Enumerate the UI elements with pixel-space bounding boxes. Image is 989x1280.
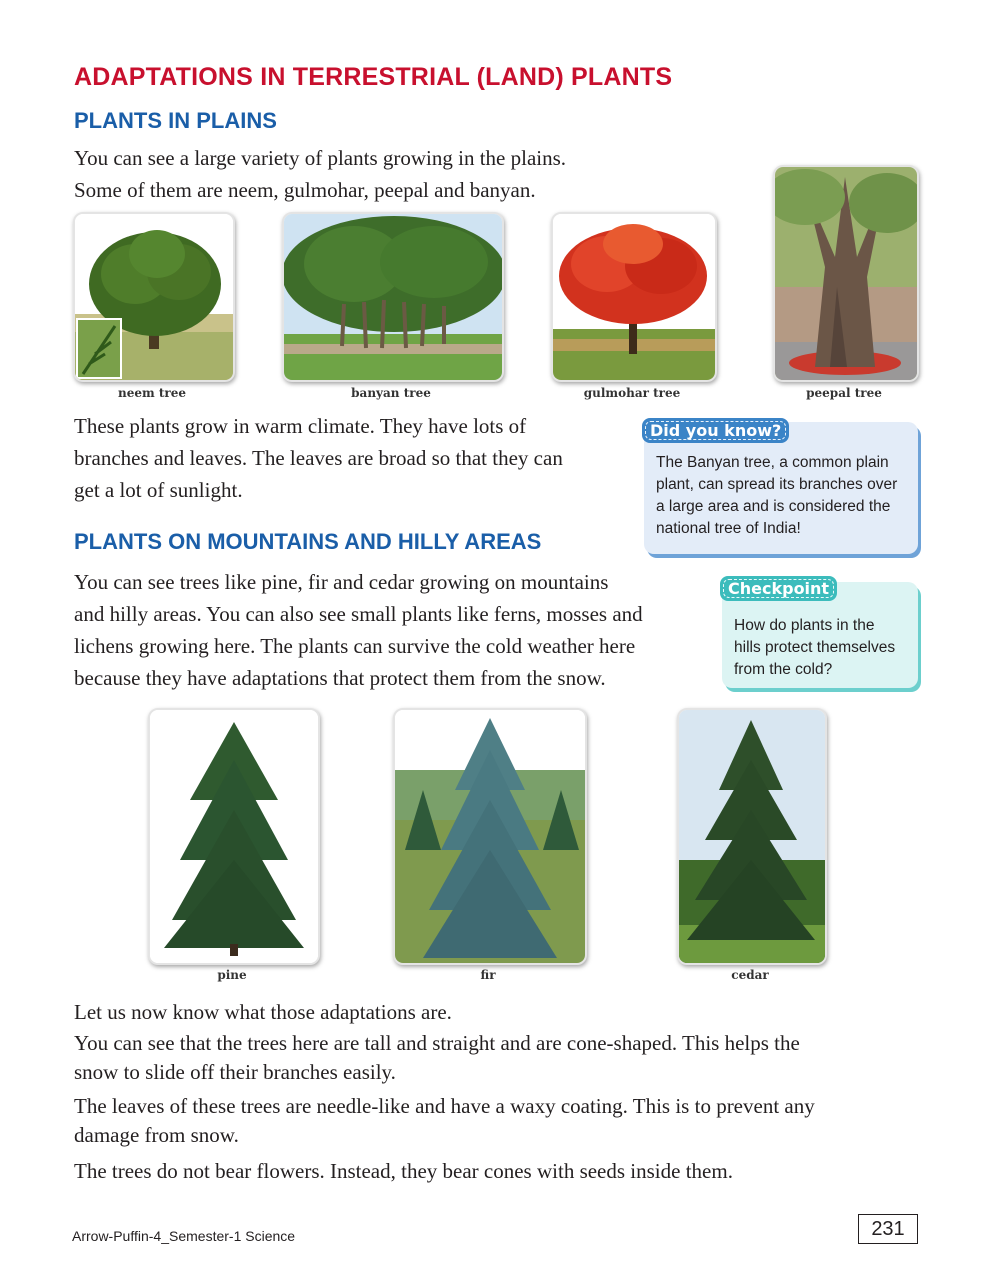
text-line: from the cold? xyxy=(734,661,833,678)
peepal-tree-photo xyxy=(773,165,919,382)
text-line: You can see a large variety of plants growing in the plains. xyxy=(74,146,567,170)
caption-peepal: peepal tree xyxy=(806,386,882,400)
checkpoint-question xyxy=(734,615,895,681)
text-line: because they have adaptations that protect them from the snow. xyxy=(74,666,606,690)
caption-banyan: banyan tree xyxy=(351,386,431,400)
checkpoint-label: Checkpoint xyxy=(720,576,837,601)
neem-tree-photo xyxy=(73,212,235,382)
text-line: lichens growing here. The plants can survive the cold weather here xyxy=(74,634,636,658)
text-line: branches and leaves. The leaves are broad so that they can xyxy=(74,446,563,470)
mountains-paragraph xyxy=(74,566,643,694)
text-line: Some of them are neem, gulmohar, peepal and banyan. xyxy=(74,178,536,202)
adaptations-shape xyxy=(74,1029,800,1087)
text-line: and hilly areas. You can also see small plants like ferns, mosses and xyxy=(74,602,643,626)
fir-tree-photo xyxy=(393,708,587,965)
text-line: snow to slide off their branches easily. xyxy=(74,1060,396,1084)
text-line: damage from snow. xyxy=(74,1123,239,1147)
banyan-tree-photo xyxy=(282,212,504,382)
text-line: You can see trees like pine, fir and cedar growing on mountains xyxy=(74,570,609,594)
text-line: These plants grow in warm climate. They have lots of xyxy=(74,414,527,438)
page-number: 231 xyxy=(858,1214,918,1244)
text-line: You can see that the trees here are tall and straight and are cone-shaped. This helps the xyxy=(74,1031,800,1055)
plains-paragraph xyxy=(74,410,563,506)
caption-gulmohar: gulmohar tree xyxy=(583,386,681,400)
caption-pine: pine xyxy=(217,968,247,982)
adaptations-cones: The trees do not bear flowers. Instead, they bear cones with seeds inside them. xyxy=(74,1159,733,1183)
section-title-plains: PLANTS IN PLAINS xyxy=(74,108,277,133)
did-you-know-label: Did you know? xyxy=(642,418,789,443)
text-line: plant, can spread its branches over xyxy=(656,476,898,493)
text-line: The Banyan tree, a common plain xyxy=(656,454,889,471)
adaptations-leaves xyxy=(74,1092,815,1150)
text-line: national tree of India! xyxy=(656,520,801,537)
page-heading: ADAPTATIONS IN TERRESTRIAL (LAND) PLANTS xyxy=(74,63,673,91)
section-title-mountains: PLANTS ON MOUNTAINS AND HILLY AREAS xyxy=(74,529,542,554)
pine-tree-photo xyxy=(148,708,320,965)
text-line: a large area and is considered the xyxy=(656,498,891,515)
text-line: The leaves of these trees are needle-like and have a waxy coating. This is to prevent any xyxy=(74,1094,815,1118)
text-line: hills protect themselves xyxy=(734,639,896,656)
plains-intro xyxy=(74,142,566,206)
text-line: How do plants in the xyxy=(734,617,875,634)
book-title-footer: Arrow-Puffin-4_Semester-1 Science xyxy=(72,1228,296,1244)
did-you-know-text xyxy=(656,452,897,540)
cedar-tree-photo xyxy=(677,708,827,965)
adaptations-intro: Let us now know what those adaptations are. xyxy=(74,1000,452,1024)
caption-cedar: cedar xyxy=(731,968,769,982)
caption-neem: neem tree xyxy=(117,386,186,400)
gulmohar-tree-photo xyxy=(551,212,717,382)
caption-fir: fir xyxy=(480,968,496,982)
text-line: get a lot of sunlight. xyxy=(74,478,243,502)
